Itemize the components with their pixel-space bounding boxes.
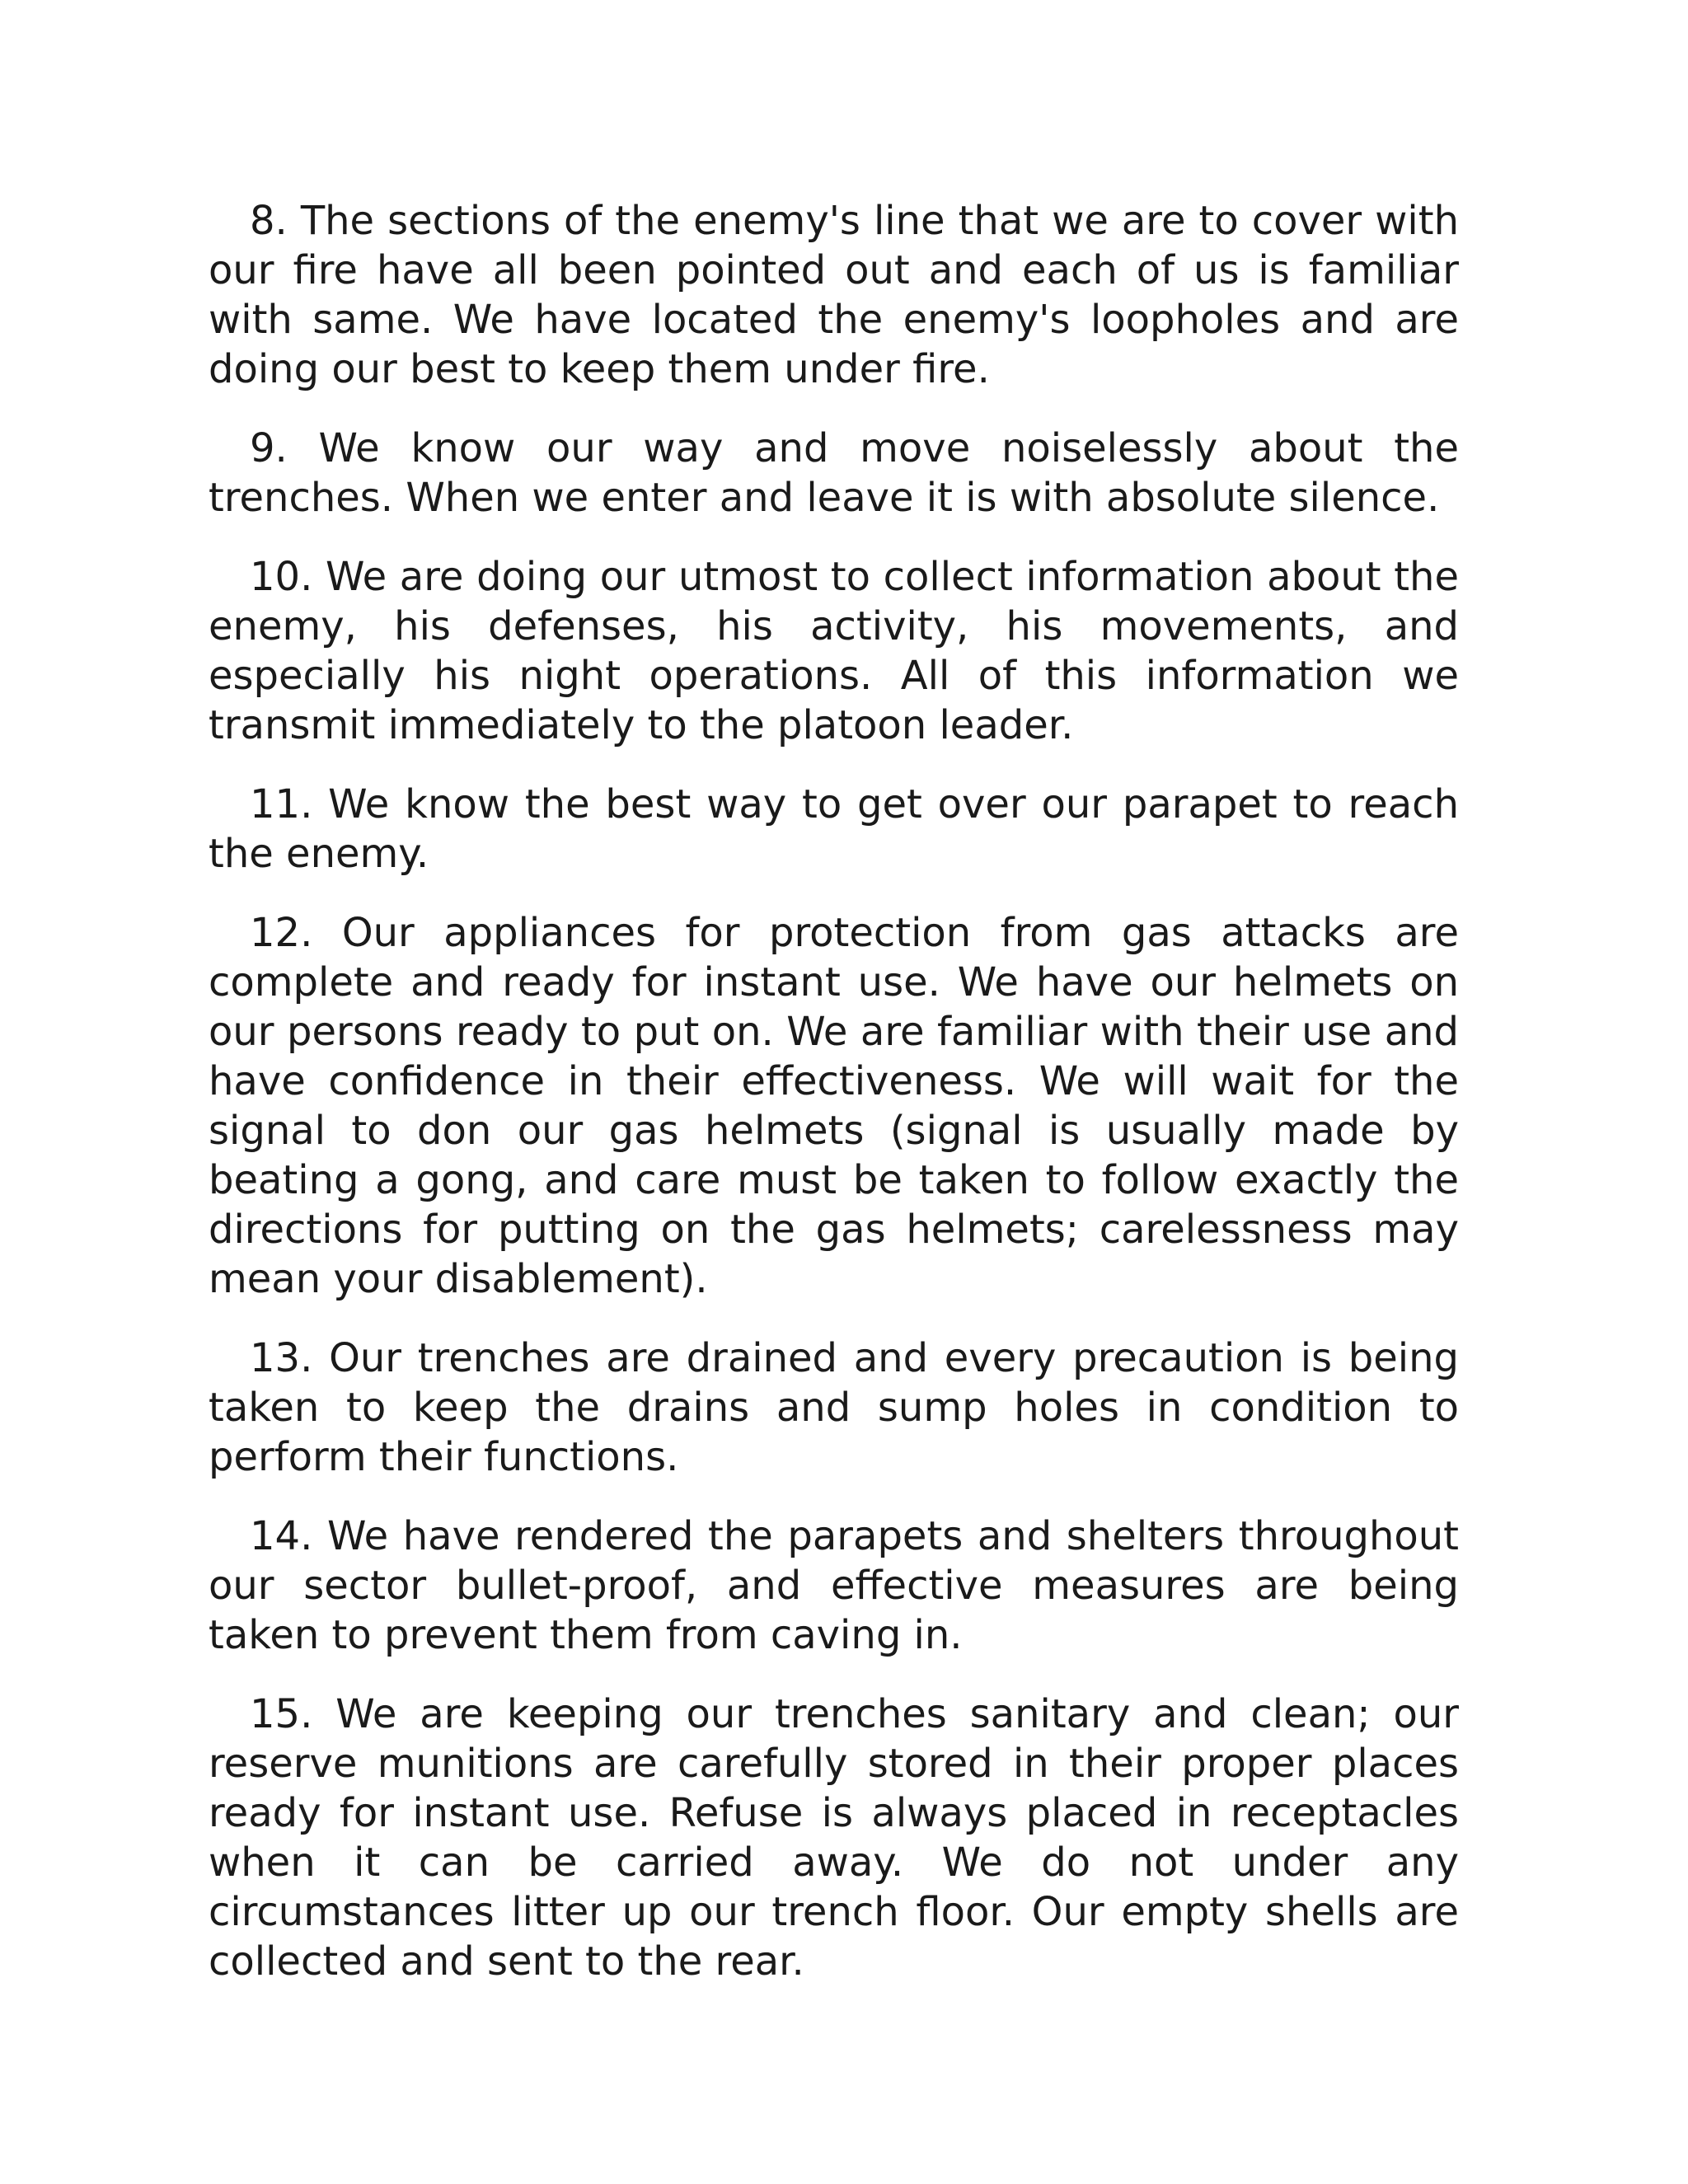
- document-page: [209, 196, 1459, 2016]
- paragraph-10: 10. We are doing our utmost to collect information about the enemy, his defenses, his activity, his movements, and especially his night operations. All of this information we transmit immediately to the platoon leader.: [209, 554, 1459, 748]
- paragraph-12: 12. Our appliances for protection from gas attacks are complete and ready for instant use. We have our helmets on our persons ready to put on. We are familiar with their use and have confidence in their effectiveness. We will wait for the signal to don our gas helmets (signal is usually made by beating a gong, and care must be taken to follow exactly the directions for putting on the gas helmets; carelessness may mean your disablement).: [209, 910, 1459, 1302]
- paragraph-11: 11. We know the best way to get over our parapet to reach the enemy.: [209, 781, 1459, 877]
- paragraph-14: 14. We have rendered the parapets and shelters throughout our sector bullet-proof, and effective measures are being taken to prevent them from caving in.: [209, 1513, 1459, 1658]
- paragraph-15: 15. We are keeping our trenches sanitary and clean; our reserve munitions are carefully stored in their proper places ready for instant use. Refuse is always placed in receptacles when it can be carried away. We do not under any circumstances litter up our trench floor. Our empty shells are collected and sent to the rear.: [209, 1691, 1459, 1985]
- paragraph-8: 8. The sections of the enemy's line that we are to cover with our fire have all been pointed out and each of us is familiar with same. We have located the enemy's loopholes and are doing our best to keep them under fire.: [209, 198, 1459, 392]
- paragraph-9: 9. We know our way and move noiselessly about the trenches. When we enter and leave it is with absolute silence.: [209, 425, 1459, 521]
- paragraph-13: 13. Our trenches are drained and every precaution is being taken to keep the drains and sump holes in condition to perform their functions.: [209, 1335, 1459, 1480]
